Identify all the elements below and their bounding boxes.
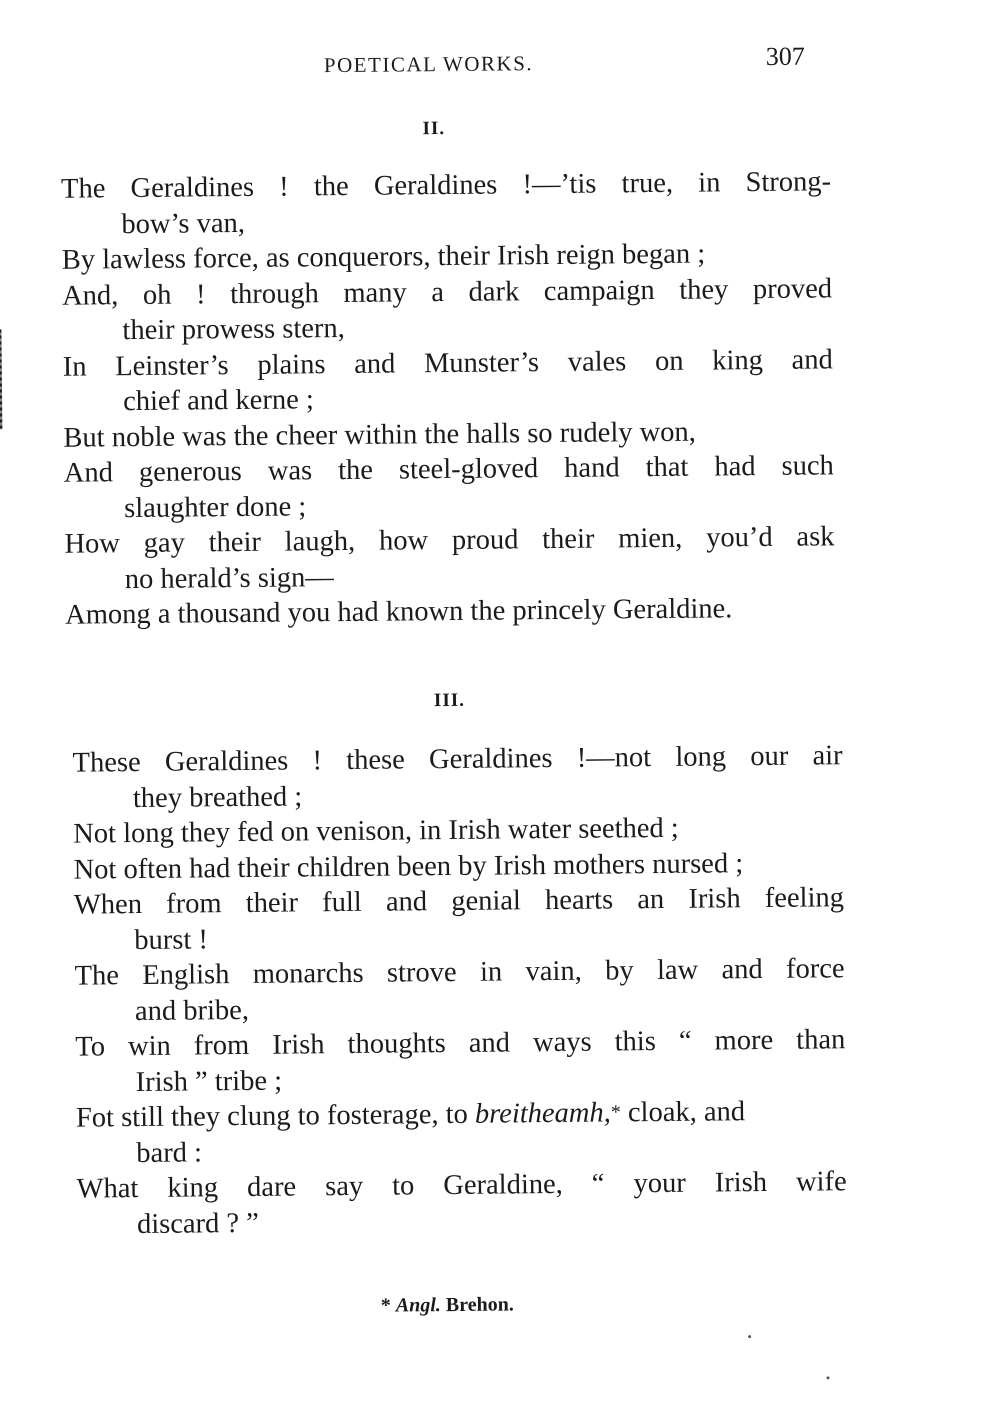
scan-speck xyxy=(827,1376,830,1379)
verse-line: Not often had their children been by Irish mothers nursed ; xyxy=(73,847,744,886)
verse-line: slaughter done ; xyxy=(123,490,307,524)
scan-speck xyxy=(748,1335,751,1338)
verse-line: In Leinster’s plains and Munster’s vales on king and xyxy=(62,343,833,383)
verse-line: How gay their laugh, how proud their mien, you’d ask xyxy=(64,521,835,560)
stanza-ii xyxy=(61,164,835,633)
footnote xyxy=(381,1293,514,1317)
verse-line: The English monarchs strove in vain, by law and force xyxy=(74,953,845,992)
verse-line: burst ! xyxy=(134,923,209,956)
footnote-marker: * xyxy=(380,1294,391,1317)
verse-line: Not long they fed on venison, in Irish water seethed ; xyxy=(73,812,679,850)
running-header: POETICAL WORKS. xyxy=(323,51,534,78)
verse-line: bard : xyxy=(136,1136,203,1169)
verse-line: These Geraldines ! these Geraldines !—not long our air xyxy=(72,740,843,779)
verse-line: What king dare say to Geraldine, “ your Irish wife xyxy=(76,1166,847,1205)
page-number: 307 xyxy=(765,41,805,71)
verse-line: discard ? ” xyxy=(136,1207,260,1240)
verse-line: And, oh ! through many a dark campaign they proved xyxy=(61,272,833,312)
verse-line: Among a thousand you had known the princely Geraldine. xyxy=(65,593,733,631)
verse-line: To win from Irish thoughts and ways this “ more than xyxy=(75,1024,846,1063)
section-numeral: III. xyxy=(433,689,466,712)
footnote-abbreviation: Angl. xyxy=(395,1294,441,1317)
stanza-iii xyxy=(72,738,847,1242)
verse-line: and bribe, xyxy=(134,994,250,1027)
verse-line: no herald’s sign— xyxy=(124,561,334,595)
verse-line: When from their full and genial hearts an Irish feeling xyxy=(73,882,845,921)
footnote-text: Brehon. xyxy=(445,1293,514,1317)
verse-italic-word: breitheamh, xyxy=(474,1097,611,1130)
verse-line: But noble was the cheer within the halls so rudely won, xyxy=(63,416,697,454)
verse-line: their prowess stern, xyxy=(122,312,345,347)
verse-line: By lawless force, as conquerors, their Irish reign began ; xyxy=(61,238,706,276)
verse-line: And generous was the steel-gloved hand that had such xyxy=(63,450,834,489)
verse-line: bow’s van, xyxy=(121,207,246,240)
verse-line: Irish ” tribe ; xyxy=(135,1065,283,1098)
page-edge-mark xyxy=(0,329,2,429)
verse-line: The Geraldines ! the Geraldines !—’tis true, in Strong- xyxy=(60,166,832,205)
verse-line: chief and kerne ; xyxy=(122,384,314,418)
section-numeral: II. xyxy=(422,118,446,140)
footnote-reference: * xyxy=(610,1101,621,1124)
verse-text: cloak, and xyxy=(620,1096,746,1129)
verse-line: they breathed ; xyxy=(132,780,303,814)
verse-line xyxy=(76,1093,846,1136)
verse-text: Fot still they clung to fosterage, to xyxy=(75,1098,468,1134)
